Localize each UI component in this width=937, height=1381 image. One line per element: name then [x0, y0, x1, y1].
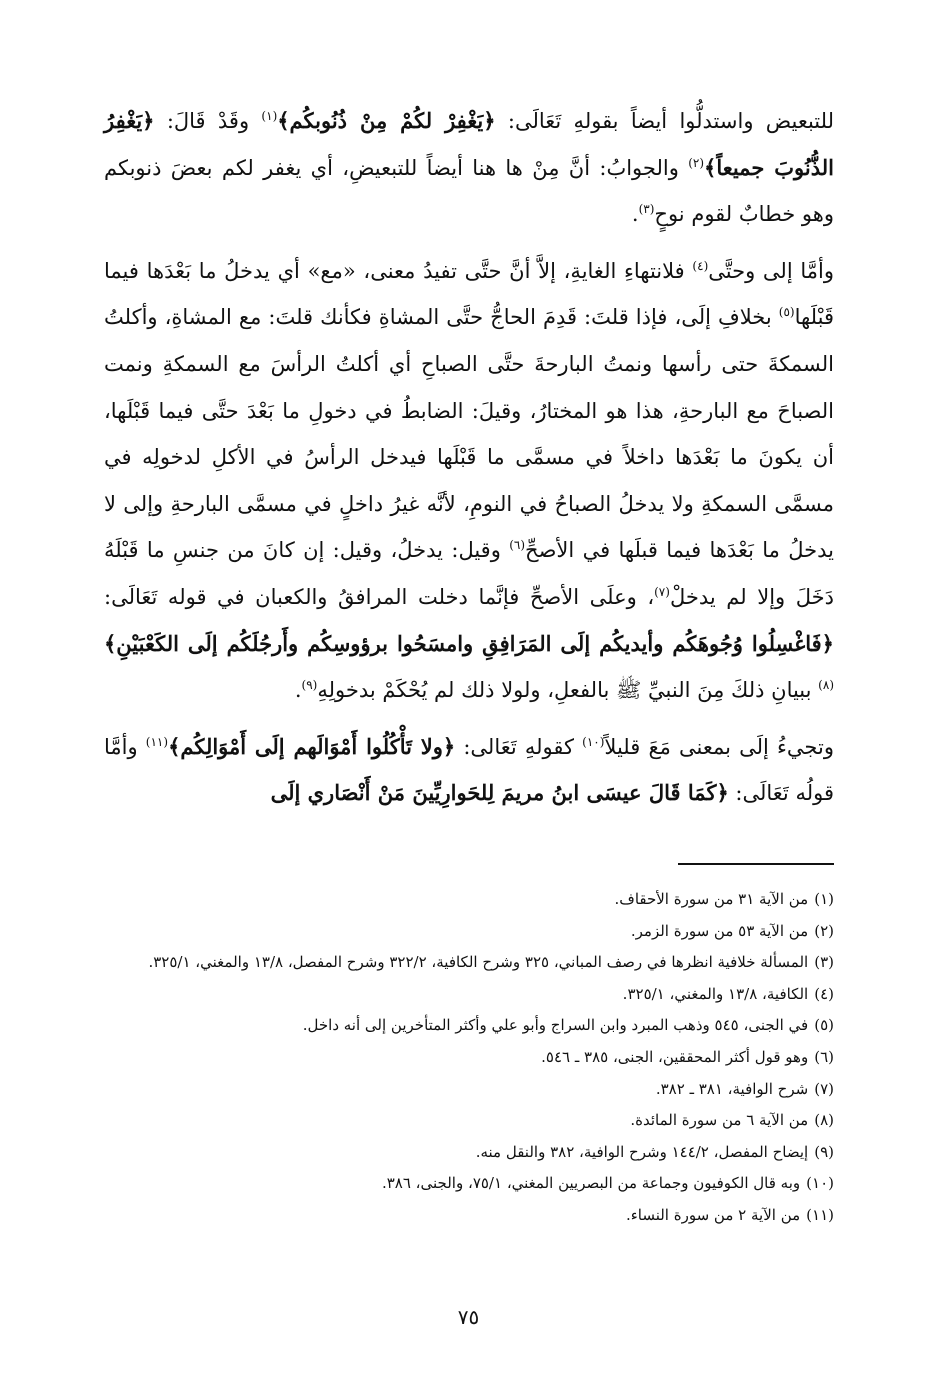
- body-text: للتبعيض واستدلُّوا أيضاً بقولهِ تَعَالَى:: [495, 109, 834, 133]
- footnote-separator: [678, 863, 834, 865]
- footnote-text: من الآية ٢ من سورة النساء.: [625, 1205, 801, 1224]
- footnote: [104, 884, 834, 916]
- footnote-ref: (٦): [509, 538, 526, 553]
- footnote-number: (٥): [814, 1016, 834, 1035]
- footnote: [104, 1105, 834, 1137]
- footnote-number: (٤): [814, 984, 834, 1003]
- quran-quote: ﴿يَغْفِرْ لكُمْ مِنْ ذُنُوبكُم﴾: [277, 108, 496, 133]
- body-text: بخلافِ إلَى، فإذا قلتَ: قَدِمَ الحاجُّ حتَّى المشاةِ فكأنك قلتَ: مع المشاةِ، وأكلتُ السمكةَ حتى رأسها ونمتُ البارحةَ حتَّى الصباحِ أي أكلتُ الرأسَ مع السمكةِ ونمت الصباحَ مع البارحةِ، هذا هو المختارُ، وقيلَ: الضابطُ في دخولِ ما بَعْدَ حتَّى فيما قَبْلَها، أن يكونَ ما بَعْدَها داخلاً في مسمَّى ما قَبْلَها فيدخل الرأسُ في الأكلِ لدخولِه في مسمَّى السمكةِ ولا يدخلُ الصباحُ في النومِ، لأنَّه غيرُ داخلٍ في مسمَّى البارحةِ وإلى لا يدخلُ ما بَعْدَها فيما قبلَها في الأصحِّ: [104, 305, 835, 563]
- quran-quote: ﴿كَمَا قَالَ عيسَى ابنُ مريمَ لِلحَوارِيِّينَ مَنْ أَنْصَاري إلَى: [270, 780, 729, 806]
- footnote: [104, 1010, 834, 1042]
- footnote-text: وبه قال الكوفيون وجماعة من البصريين المغني، ٧٥/١، والجنى، ٣٨٦.: [381, 1174, 801, 1193]
- footnote-ref: (٤): [692, 258, 709, 273]
- body-text: ، وعلَى الأصحِّ فإنَّما دخلت المرافقُ والكعبان في قوله تَعَالَى:: [104, 584, 655, 609]
- footnote: [104, 1200, 834, 1232]
- footnote-text: من الآية ٣١ من سورة الأحقاف.: [614, 890, 809, 908]
- footnote: [104, 1168, 834, 1200]
- quran-quote: ﴿ولا تَأْكُلُوا أَمْوَالَهم إلَى أَمْوَالِكُم﴾: [168, 733, 456, 759]
- body-text: .: [631, 202, 639, 227]
- footnote-text: في الجنى، ٥٤٥ وذهب المبرد وابن السراج وأبو علي وأكثر المتأخرين إلى أنه داخل.: [302, 1016, 809, 1035]
- body-text: كقولهِ تَعَالى:: [455, 734, 583, 759]
- footnote-text: شرح الوافية، ٣٨١ ـ ٣٨٢.: [655, 1079, 809, 1098]
- main-text: [104, 98, 834, 817]
- paragraph: [104, 248, 834, 714]
- quran-quote: ﴿فَاغْسِلُوا وُجُوهَكُم وأيديكُم إلَى المَرَافِقِ وامسَحُوا برؤوسِكُم وأَرجُلَكُم إلَى الكَعْبَيْنِ﴾: [104, 630, 834, 656]
- body-text: ببيانِ ذلكَ مِنَ النبيِّ ﷺ بالفعلِ، ولولا ذلك لم يُحْكَمْ بدخولِهِ: [317, 678, 819, 703]
- footnote-ref: (١١): [145, 734, 169, 749]
- footnote: [104, 979, 834, 1011]
- body-text: والجوابُ: أنَّ مِنْ ها هنا أيضاً للتبعيضِ، أي يغفر لكم بعضَ ذنوبكم وهو خطابٌ لقوم نوحٍ: [104, 155, 834, 227]
- footnote-text: من الآية ٥٣ من سورة الزمر.: [630, 921, 809, 940]
- footnote-text: إيضاح المفصل، ١٤٤/٢ وشرح الوافية، ٣٨٢ والنقل منه.: [475, 1142, 809, 1161]
- footnote: [104, 1042, 834, 1074]
- footnote-ref: (٨): [818, 678, 834, 693]
- footnote-number: (٦): [814, 1047, 834, 1066]
- footnote-number: (١٠): [806, 1174, 834, 1193]
- body-text: وأمَّا قولُه تَعَالَى:: [104, 734, 834, 806]
- paragraph: [104, 98, 834, 238]
- footnote-number: (١١): [806, 1205, 834, 1224]
- body-text: وتجيءُ إلَى بمعنى مَعَ قليلاً: [604, 734, 834, 759]
- body-text: وقَدْ قَالَ:: [154, 109, 262, 133]
- footnote-ref: (٧): [654, 584, 670, 599]
- footnote-ref: (٥): [778, 305, 795, 320]
- footnote-ref: (١): [261, 109, 278, 123]
- body-text: .: [294, 678, 302, 703]
- footnote-number: (٢): [814, 921, 834, 940]
- footnote-ref: (١٠): [582, 734, 605, 749]
- footnote-text: الكافية، ١٣/٨ والمغني، ٣٢٥/١.: [622, 984, 809, 1003]
- footnote: [104, 1137, 834, 1169]
- footnote-number: (٨): [814, 1111, 834, 1130]
- footnotes: [104, 884, 834, 1232]
- footnote-ref: (٣): [638, 202, 655, 217]
- footnote-ref: (٢): [688, 155, 705, 170]
- paragraph: [104, 724, 834, 817]
- footnote-text: من الآية ٦ من سورة المائدة.: [630, 1111, 809, 1130]
- footnote-number: (٣): [814, 953, 834, 972]
- footnote: [104, 916, 834, 948]
- footnote-text: المسألة خلافية انظرها في رصف المباني، ٣٢٥ وشرح الكافية، ٣٢٢/٢ وشرح المفصل، ١٣/٨ والمغني، ٣٢٥/١.: [148, 953, 809, 972]
- footnote-number: (١): [814, 890, 834, 908]
- body-text: وأمَّا إلى وحتَّى: [708, 258, 834, 283]
- footnote-ref: (٩): [301, 678, 318, 693]
- footnote: [104, 947, 834, 979]
- footnote-number: (٧): [814, 1079, 834, 1098]
- body-text: فلانتهاءِ الغايةِ، إلاَّ أنَّ حتَّى تفيدُ معنى، «مع» أي يدخلُ ما بَعْدَها فيما قَبْلَها: [104, 258, 834, 330]
- footnote-text: وهو قول أكثر المحققين، الجنى، ٣٨٥ ـ ٥٤٦.: [541, 1047, 809, 1066]
- quran-quote: ﴿يَغْفِرُ الذُّنُوبَ جميعاً﴾: [104, 108, 835, 180]
- page-number: ٧٥: [457, 1305, 480, 1329]
- footnote-number: (٩): [814, 1142, 834, 1161]
- body-text: وقيل: يدخلُ، وقيل: إن كانَ من جنسِ ما قَبْلَهُ دَخَلَ وإلا لم يدخلْ: [104, 538, 834, 609]
- footnote: [104, 1074, 834, 1106]
